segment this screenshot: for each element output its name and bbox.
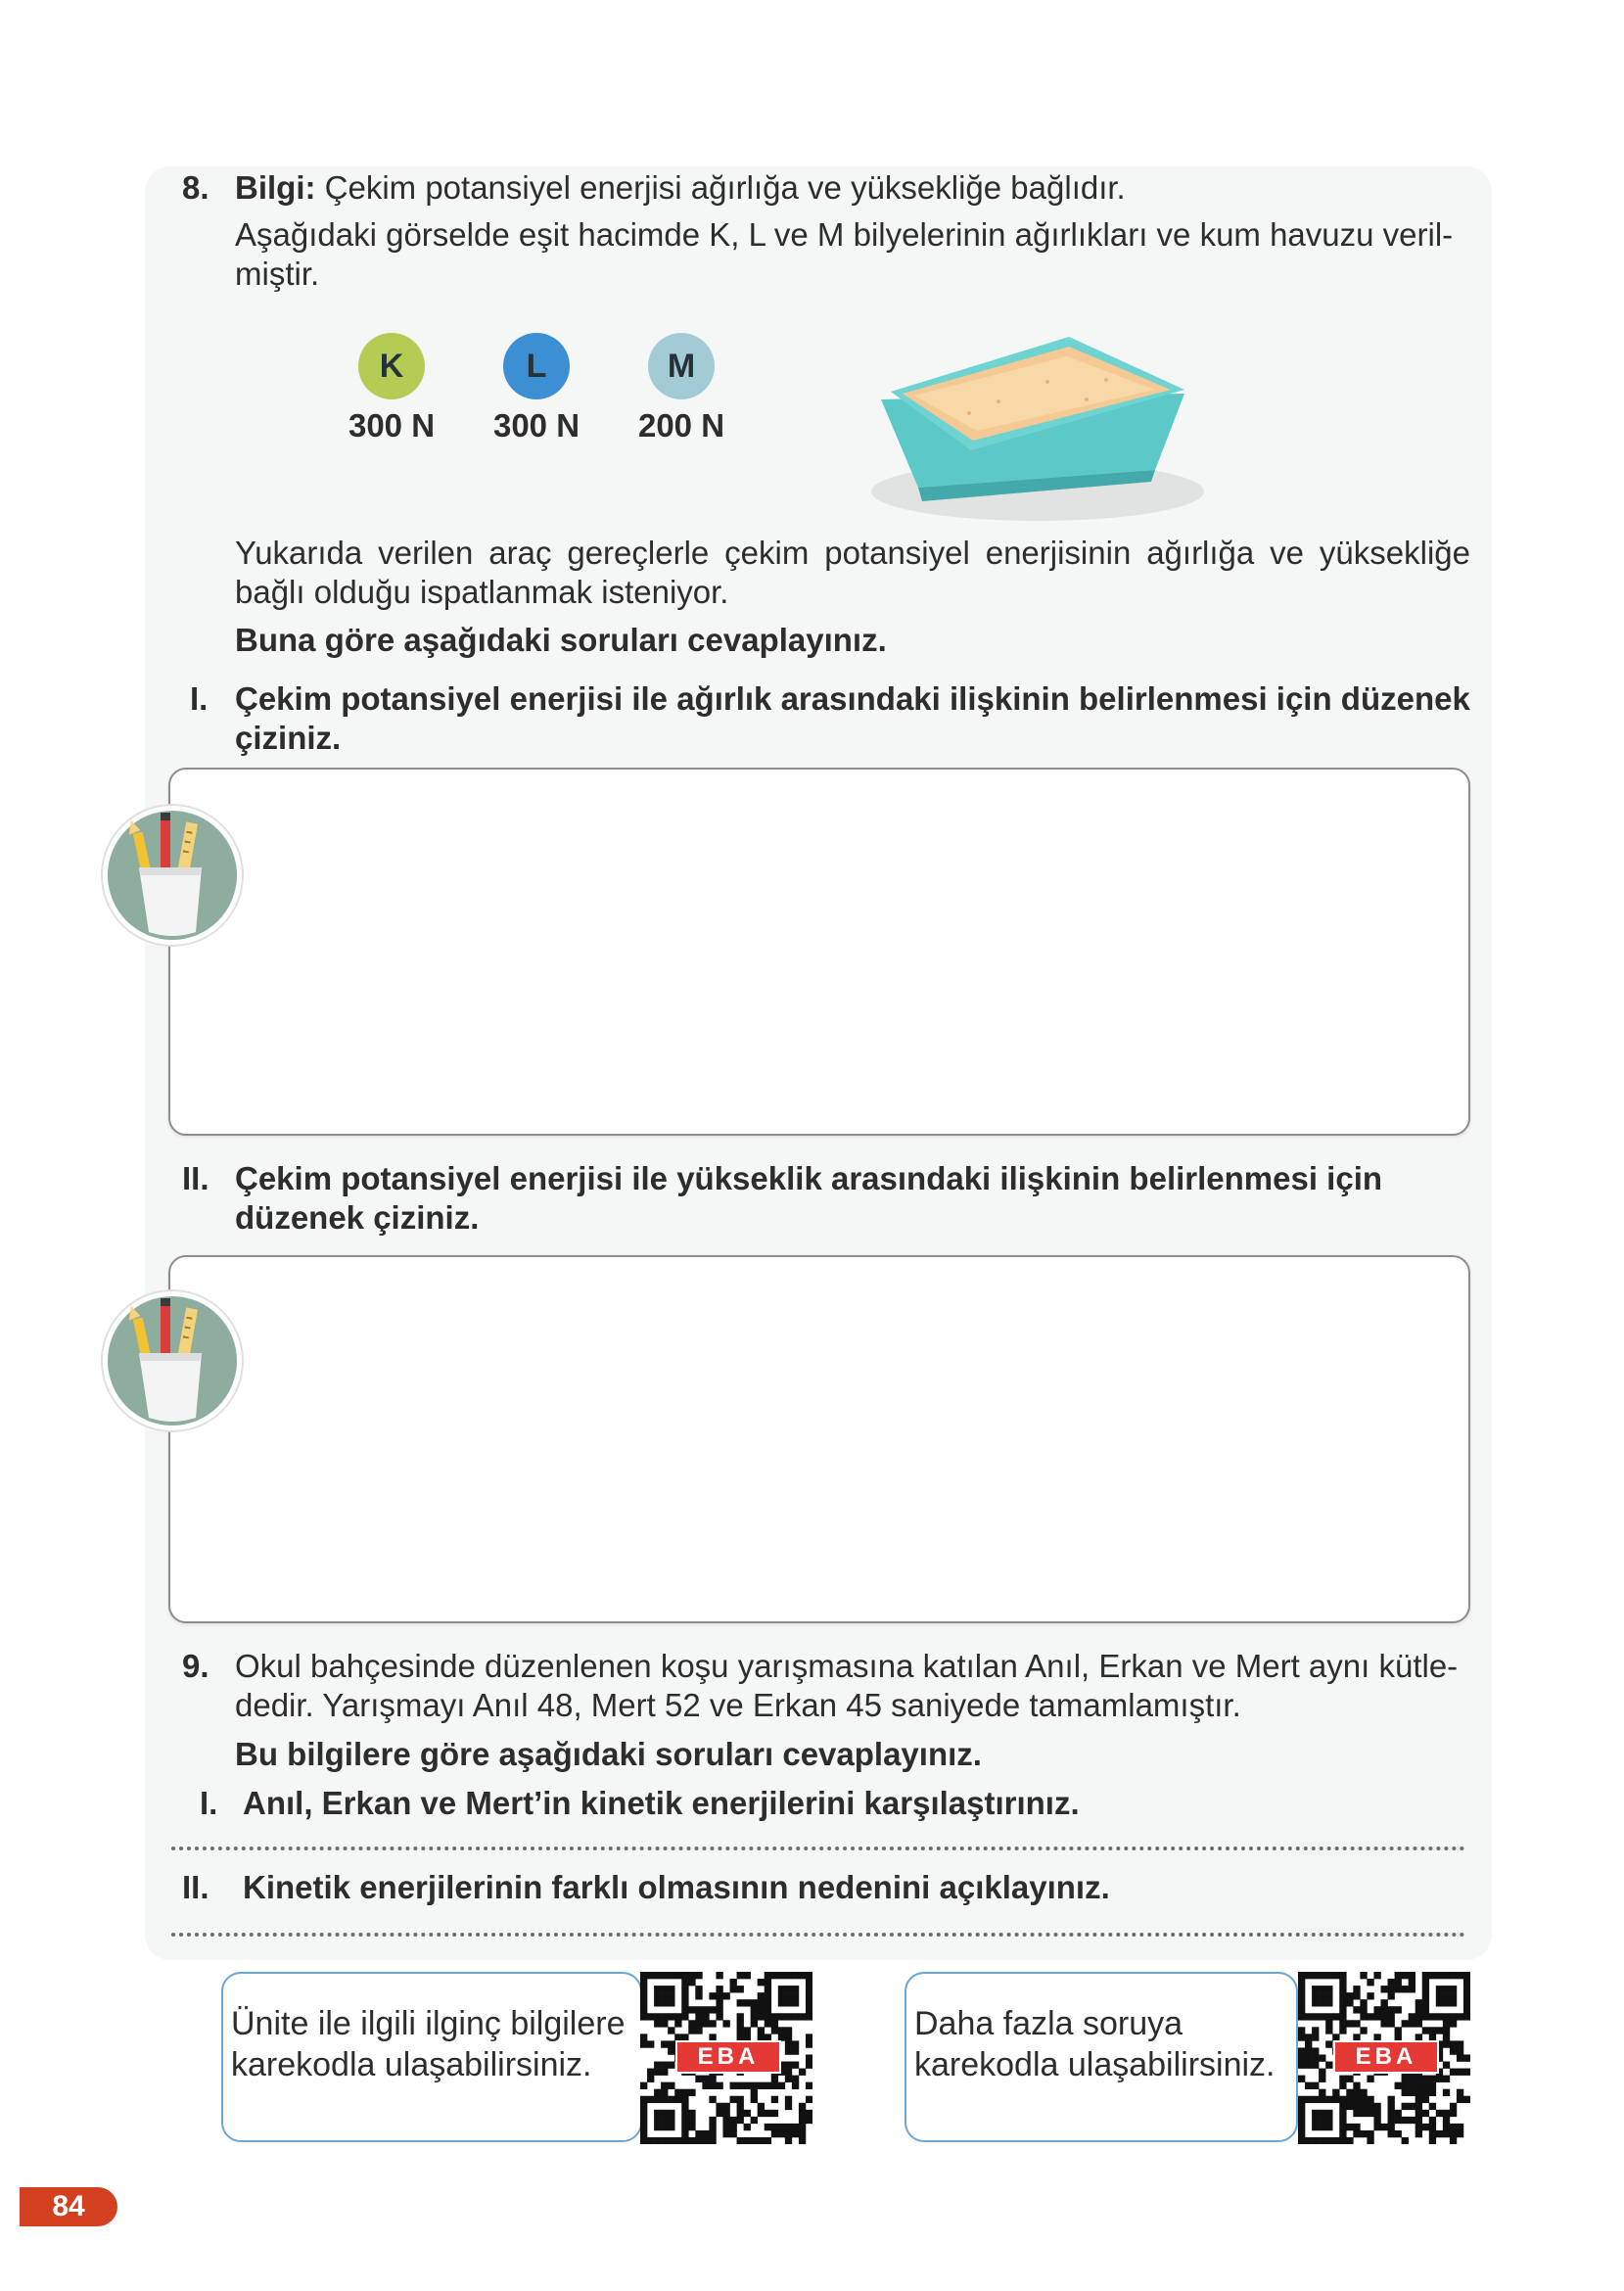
qr-info-text-2: Daha fazla soruya karekodla ulaşabilirsiniz. (914, 2005, 1276, 2083)
q8-intro: Aşağıdaki görselde eşit hacimde K, L ve M bilyelerinin ağırlıkları ve kum havuzu veril-miştir. (235, 216, 1454, 292)
ball-l (503, 333, 570, 399)
answer-line-1[interactable] (171, 1847, 1465, 1850)
drawing-area-1[interactable] (168, 768, 1470, 1136)
q8-sub1-text: Çekim potansiyel enerjisi ile ağırlık arasındaki ilişkinin belirlenmesi için düzenek çiziniz. (235, 680, 1470, 756)
eba-logo: EBA (675, 2040, 781, 2074)
q9-sub2-number: II. (182, 1869, 209, 1905)
question-8-number: 8. (182, 169, 209, 206)
ball-k-label: K (379, 347, 404, 385)
q8-info-label: Bilgi: (235, 169, 316, 206)
ball-l-label: L (526, 347, 547, 385)
q9-text: Okul bahçesinde düzenlenen koşu yarışmasına katılan Anıl, Erkan ve Mert aynı kütle-dedir. Yarışmayı Anıl 48, Mert 52 ve Erkan 45 saniyede tamamlamıştır. (235, 1648, 1459, 1723)
answer-line-2[interactable] (171, 1933, 1465, 1937)
q9-sub1-text: Anıl, Erkan ve Mert’in kinetik enerjilerini karşılaştırınız. (243, 1785, 1080, 1821)
drawing-area-2[interactable] (168, 1255, 1470, 1623)
ball-m-label: M (667, 347, 696, 385)
q8-info-text: Çekim potansiyel enerjisi ağırlığa ve yüksekliğe bağlıdır. (315, 169, 1126, 206)
q9-sub2-text: Kinetik enerjilerinin farklı olmasının nedenini açıklayınız. (243, 1869, 1110, 1905)
ball-l-weight: 300 N (492, 407, 580, 444)
ball-m-weight: 200 N (637, 407, 725, 444)
q8-prompt: Buna göre aşağıdaki soruları cevaplayınız. (235, 622, 887, 658)
q8-paragraph: Yukarıda verilen araç gereçlerle çekim potansiyel enerjisinin ağırlığa ve yüksekliğe bağlı olduğu ispatlanmak isteniyor. (235, 535, 1470, 610)
pencil-cup-icon (100, 803, 245, 948)
pencil-cup-icon (100, 1288, 245, 1433)
eba-logo: EBA (1333, 2040, 1439, 2074)
q8-info-line (235, 168, 1470, 208)
q9-sub1-number: I. (200, 1785, 218, 1821)
q8-sub2-number: II. (182, 1160, 209, 1196)
q8-sub1-number: I. (190, 680, 209, 717)
q9-prompt: Bu bilgilere göre aşağıdaki soruları cevaplayınız. (235, 1736, 982, 1772)
ball-k-weight: 300 N (348, 407, 436, 444)
ball-k (358, 333, 425, 399)
page-number: 84 (20, 2187, 117, 2226)
ball-m (648, 333, 715, 399)
question-9-number: 9. (182, 1648, 209, 1684)
q8-sub2-text: Çekim potansiyel enerjisi ile yükseklik arasındaki ilişkinin belirlenmesi için düzenek çiziniz. (235, 1160, 1383, 1236)
sand-tray-icon (861, 323, 1214, 529)
qr-info-text-1: Ünite ile ilgili ilginç bilgilere karekodla ulaşabilirsiniz. (231, 2005, 626, 2083)
